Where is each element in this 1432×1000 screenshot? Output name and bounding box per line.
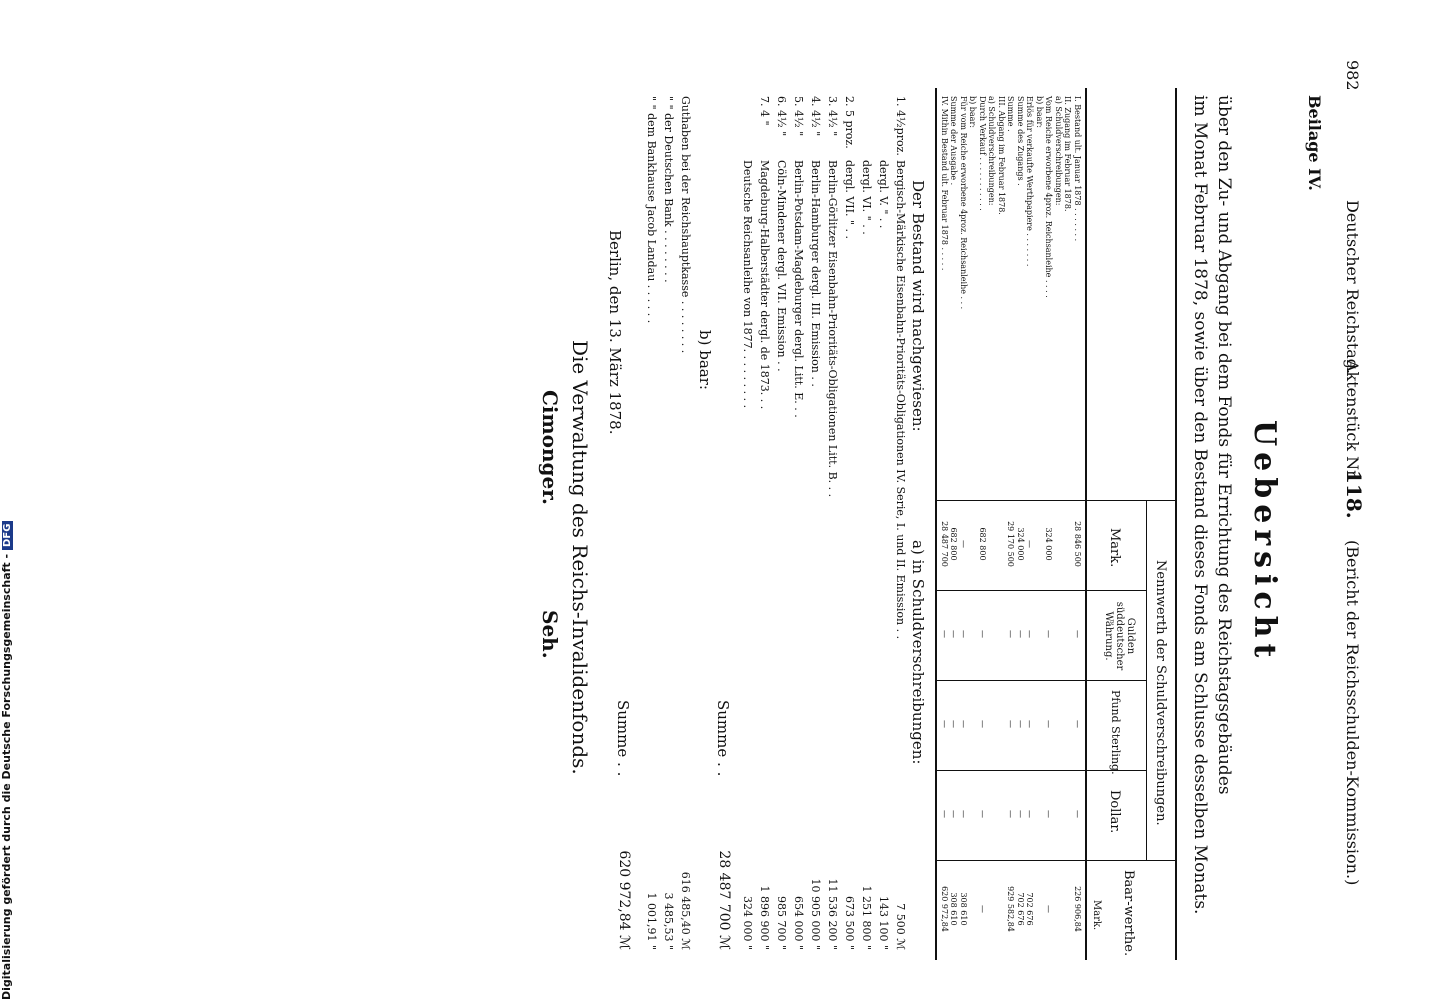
sum-b-label: Summe . . (614, 700, 632, 777)
table-cell-gulden: — (1073, 630, 1082, 638)
holding-rate: 3. 4½ " (826, 96, 839, 137)
table-row-label: Summe . (1006, 96, 1016, 132)
authority: Die Verwaltung des Reichs-Invalidenfonds. (568, 340, 592, 775)
holding-rate: 7. 4 " (758, 96, 771, 126)
holdings-part-b: b) baar: (696, 330, 714, 390)
commission: (Bericht der Reichsschulden-Kommission.) (1343, 540, 1362, 886)
table-row-label: I. Bestand ult. Januar 1878 . . . . . . . (1073, 96, 1082, 242)
group-header-rule (1146, 500, 1147, 860)
digitization-caption (0, 521, 13, 1000)
holding-amount: 1 251 800 " (860, 885, 873, 950)
caption-text: Digitalisierung gefördert durch die Deutsche Forschungsgemeinschaft - (0, 553, 13, 1000)
col-baar: Baar-werthe. (1121, 870, 1136, 957)
table-cell-mark: — (959, 540, 968, 548)
col-dollar: Dollar. (1107, 790, 1122, 834)
table-cell-baar: 929 582,84 (1006, 886, 1016, 932)
table-row-label: Summe des Zugangs . (1016, 96, 1025, 186)
sum-a-value: 28 487 700 ℳ (716, 850, 732, 950)
holding-text: Berlin-Hamburger dergl. III. Emission . . (809, 160, 822, 387)
table-cell-pfund: — (1073, 720, 1082, 728)
table-cell-pfund: — (1044, 720, 1054, 728)
table-cell-pfund: — (978, 720, 987, 728)
col-divider-5 (935, 860, 1177, 861)
holding-amount: 7 500 ℳ (894, 903, 907, 950)
table-cell-baar: — (1044, 905, 1054, 913)
holding-text: dergl. V. " . . (877, 160, 890, 229)
table-cell-pfund: — (959, 720, 968, 728)
cash-text: " " der Deutschen Bank . . . . . . . . (662, 96, 675, 283)
table-cell-pfund: — (1025, 720, 1035, 728)
table-row-label: a) Schuldverschreibungen: (1054, 96, 1063, 206)
table-cell-gulden: — (978, 630, 987, 638)
table-cell-dollar: — (978, 810, 987, 818)
table-cell-baar: 226 906,84 (1073, 886, 1082, 932)
table-cell-baar: 702 676 (1016, 892, 1025, 926)
holding-text: Deutsche Reichsanleihe von 1877. . . . . . . . . (741, 160, 754, 409)
table-cell-dollar: — (1006, 810, 1016, 818)
table-cell-pfund: — (940, 720, 949, 728)
table-cell-gulden: — (940, 630, 949, 638)
holding-text: Cöln-Mindener dergl. VII. Emission . . (775, 160, 788, 372)
table-cell-baar: 702 676 (1025, 892, 1035, 926)
col-divider-2 (935, 590, 1147, 591)
table-cell-baar: 308 610 (949, 892, 959, 926)
table-row-label: IV. Mithin Bestand ult. Februar 1878 . . . . . (940, 96, 949, 271)
table-cell-dollar: — (1073, 810, 1082, 818)
col-divider-1 (935, 500, 1177, 501)
table-cell-mark: 29 170 500 (1006, 521, 1016, 567)
cash-amount: 1 001,91 " (645, 892, 658, 950)
col-divider-3 (935, 680, 1147, 681)
table-cell-mark: 682 800 (978, 527, 987, 561)
table-row-label: a) Schuldverschreibungen: (987, 96, 997, 206)
table-top-rule (1175, 88, 1177, 960)
holdings-intro: Der Bestand wird nachgewiesen: (909, 180, 927, 432)
table-cell-gulden: — (1016, 630, 1025, 638)
holding-text: Bergisch-Märkische Eisenbahn-Prioritäts-Obligationen IV. Serie, I. und II. Emission . . (894, 160, 907, 640)
table-cell-mark: 28 487 700 (940, 521, 949, 567)
appendix-label: Beilage IV. (1305, 95, 1324, 191)
table-cell-gulden: — (1006, 630, 1016, 638)
holding-rate: 5. 4½ " (792, 96, 805, 137)
holding-amount: 143 100 " (877, 895, 890, 950)
doc-ref: Aktenstück Nr. (1343, 360, 1362, 482)
holding-text: dergl. VI. " . . (860, 160, 873, 235)
page-number: 982 (1343, 60, 1362, 91)
journal-name: Deutscher Reichstag. (1343, 200, 1362, 375)
col-gulden: Gulden süddeutscher Währung. (1103, 601, 1136, 671)
table-cell-dollar: — (1044, 810, 1054, 818)
table-cell-gulden: — (1025, 630, 1035, 638)
holding-amount: 324 000 " (741, 895, 754, 950)
doc-number: 118. (1342, 470, 1366, 519)
table-row-label: Summe der Ausgabe . (949, 96, 959, 186)
cash-text: " " dem Bankhause Jacob Landau . . . . . . (645, 96, 658, 324)
table-cell-baar: 308 610 (959, 892, 968, 926)
signature-left: Cimonger. (538, 390, 562, 505)
holding-amount: 10 905 000 " (809, 878, 822, 950)
table-row-label: Erlös für verkaufte Werthpapiere . . . . . . . (1025, 96, 1035, 267)
table-cell-pfund: — (949, 720, 959, 728)
table-row-label: Für vom Reiche erworbene 4proz. Reichsanleihe . . . (959, 96, 968, 310)
table-cell-mark: 682 800 (949, 527, 959, 561)
holding-amount: 673 500 " (843, 895, 856, 950)
holding-amount: 1 896 900 " (758, 885, 771, 950)
holding-rate: 1. 4½proz. (894, 96, 907, 156)
table-row-label: Durch Verkauf . . . . . . . . . . . (978, 96, 987, 211)
table-cell-baar: 620 972,84 (940, 886, 949, 932)
table-row-label: Vom Reiche erworbene 4proz. Reichsanleihe . . . . (1044, 96, 1054, 298)
holding-rate: 6. 4½ " (775, 96, 788, 137)
place-date: Berlin, den 13. März 1878. (606, 230, 624, 435)
table-cell-dollar: — (1016, 810, 1025, 818)
table-cell-dollar: — (1025, 810, 1035, 818)
sum-b-value: 620 972,84 ℳ (616, 850, 632, 950)
table-cell-dollar: — (959, 810, 968, 818)
sum-a-label: Summe . . (714, 700, 732, 777)
table-cell-baar: — (978, 905, 987, 913)
holding-text: dergl. VII. " . . (843, 160, 856, 240)
cash-amount: 3 485,53 " (662, 892, 675, 950)
holdings-part-a: a) in Schuldverschreibungen: (909, 540, 927, 765)
subtitle-line-2: im Monat Februar 1878, sowie über den Bestand dieses Fonds am Schlusse desselben Monats. (1190, 95, 1210, 915)
table-cell-gulden: — (949, 630, 959, 638)
cash-text: Guthaben bei der Reichshauptkasse . . . . . . . . (679, 96, 692, 354)
table-cell-pfund: — (1006, 720, 1016, 728)
col-mark: Mark. (1107, 528, 1122, 568)
table-cell-dollar: — (940, 810, 949, 818)
table-cell-gulden: — (1044, 630, 1054, 638)
document-title: Uebersicht (1247, 420, 1282, 664)
holding-text: Magdeburg-Halberstädter dergl. de 1873. . . (758, 160, 771, 410)
subtitle-line-1: über den Zu- und Abgang bei dem Fonds für Errichtung des Reichstagsgebäudes (1214, 95, 1234, 795)
cash-amount: 616 485,40 ℳ (679, 871, 692, 950)
table-cell-mark: 324 000 (1016, 527, 1025, 561)
holding-text: Berlin-Görlitzer Eisenbahn-Prioritäts-Obligationen Litt. B. . . (826, 160, 839, 498)
col-pfund: Pfund Sterling. (1109, 690, 1122, 775)
table-cell-mark: 324 000 (1044, 527, 1054, 561)
table-bottom-rule (935, 88, 937, 960)
table-row-label: II. Zugang im Februar 1878. (1063, 96, 1073, 212)
table-cell-mark: 28 846 500 (1073, 521, 1082, 567)
holding-amount: 654 000 " (792, 895, 805, 950)
holding-rate: 2. 5 proz. (843, 96, 856, 149)
col-baar-unit: Mark. (1091, 900, 1102, 931)
signature-right: Seh. (538, 610, 562, 659)
table-cell-dollar: — (949, 810, 959, 818)
holding-text: Berlin-Potsdam-Magdeburger dergl. Litt. E. . . (792, 160, 805, 418)
group-header: Nennwerth der Schuldverschreibungen. (1153, 560, 1168, 826)
holding-amount: 11 536 200 " (826, 878, 839, 950)
table-header-rule (1085, 88, 1087, 960)
table-cell-pfund: — (1016, 720, 1025, 728)
table-row-label: b) baar: (968, 96, 978, 128)
table-cell-gulden: — (959, 630, 968, 638)
dfg-badge: DFG (2, 521, 13, 550)
holding-amount: 985 700 " (775, 895, 788, 950)
table-cell-mark: — (1025, 540, 1035, 548)
table-row-label: b) baar: (1035, 96, 1044, 128)
table-row-label: III. Abgang im Februar 1878. (997, 96, 1006, 215)
holding-rate: 4. 4½ " (809, 96, 822, 137)
